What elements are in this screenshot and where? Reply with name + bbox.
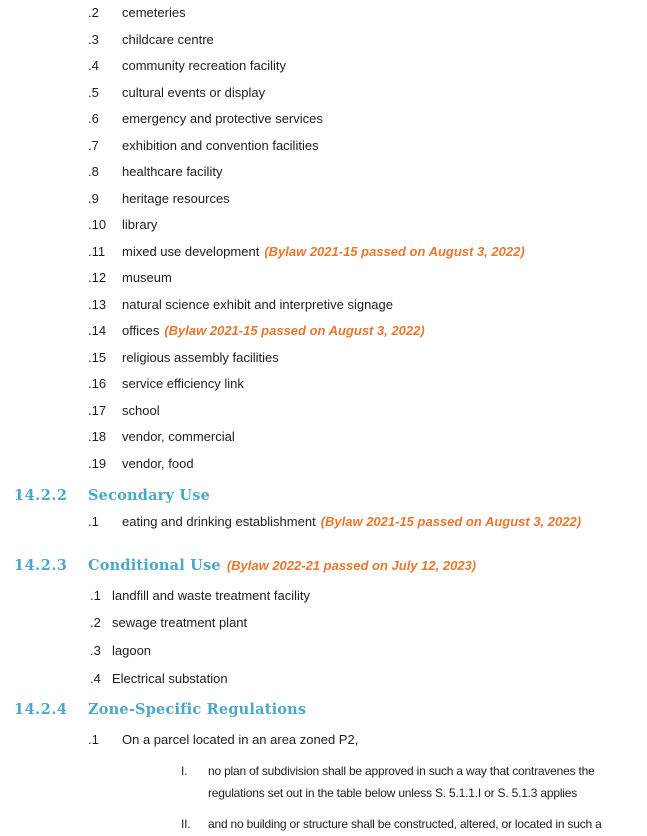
clause-text-line: regulations set out in the table below unless S. 5.1.1.I or S. 5.1.3 applies	[208, 785, 578, 800]
zone-regulation-item	[0, 731, 647, 749]
item-label: On a parcel located in an area zoned P2,	[122, 732, 359, 748]
item-label: sewage treatment plant	[112, 615, 248, 631]
item-number: .17	[88, 402, 107, 418]
list-item	[0, 163, 647, 190]
item-number: .6	[88, 111, 99, 126]
item-number: .1	[88, 732, 99, 748]
item-label: museum	[122, 270, 172, 285]
list-item	[0, 513, 647, 540]
item-number: .7	[88, 137, 99, 153]
sub-clause-I	[0, 761, 647, 804]
section-number: 14.2.2	[14, 487, 68, 504]
item-label: heritage resources	[122, 190, 230, 206]
section-number: 14.2.3	[14, 556, 68, 574]
list-item	[0, 296, 647, 323]
item-number: .19	[88, 455, 107, 471]
list-item	[0, 269, 647, 296]
item-label: childcare centre	[122, 31, 214, 47]
list-item	[0, 587, 647, 615]
list-item	[0, 428, 647, 455]
list-item	[0, 642, 647, 670]
item-number: .15	[88, 349, 107, 365]
item-label: Electrical substation	[112, 670, 228, 686]
item-number: .14	[88, 323, 107, 338]
item-number: .10	[88, 217, 107, 232]
list-item	[0, 614, 647, 642]
section-heading-zone-specific-regulations	[0, 701, 647, 719]
item-number: .4	[90, 670, 101, 686]
list-item	[0, 375, 647, 402]
item-label: offices	[122, 323, 160, 338]
item-number: .16	[88, 376, 107, 391]
item-label: mixed use development	[122, 243, 260, 259]
list-item	[0, 31, 647, 58]
item-number: .3	[88, 31, 99, 47]
list-item	[0, 402, 647, 429]
item-label: emergency and protective services	[122, 111, 323, 126]
item-number: .18	[88, 429, 107, 444]
item-label: exhibition and convention facilities	[122, 137, 319, 153]
item-label: vendor, commercial	[122, 429, 235, 444]
bylaw-annotation: (Bylaw 2021-15 passed on August 3, 2022)	[320, 514, 582, 529]
item-number: .1	[88, 514, 99, 529]
clause-number: II.	[181, 817, 191, 832]
clause-number: I.	[181, 764, 188, 779]
list-item	[0, 455, 647, 482]
conditional-use-list	[0, 587, 647, 698]
section-number: 14.2.4	[14, 701, 68, 719]
bylaw-annotation: (Bylaw 2021-15 passed on August 3, 2022)	[264, 243, 525, 259]
item-number: .11	[88, 243, 106, 259]
list-item	[0, 137, 647, 164]
list-item	[0, 216, 647, 243]
item-label: lagoon	[112, 642, 152, 658]
item-label: eating and drinking establishment	[122, 514, 316, 529]
item-number: .13	[88, 296, 107, 312]
secondary-use-list	[0, 513, 647, 540]
item-label: school	[122, 402, 160, 418]
item-number: .1	[90, 587, 101, 603]
list-item	[0, 349, 647, 376]
list-item	[0, 57, 647, 84]
clause-text-line: no plan of subdivision shall be approved in such a way that contravenes the	[208, 764, 595, 779]
item-label: service efficiency link	[122, 376, 244, 391]
item-label: cultural events or display	[122, 84, 266, 100]
section-title: Secondary Use	[88, 487, 211, 504]
section-title: Zone-Specific Regulations	[88, 701, 307, 719]
list-item	[0, 84, 647, 111]
section-heading-secondary-use	[0, 487, 647, 505]
item-number: .4	[88, 58, 99, 73]
item-label: vendor, food	[122, 455, 194, 471]
section-heading-conditional-use	[0, 557, 647, 575]
list-item	[0, 4, 647, 31]
item-label: natural science exhibit and interpretive signage	[122, 296, 394, 312]
item-number: .2	[90, 615, 101, 631]
bylaw-annotation: (Bylaw 2022-21 passed on July 12, 2023)	[226, 557, 477, 573]
sub-clause-II	[0, 814, 647, 836]
clause-text-line: and no building or structure shall be constructed, altered, or located in such a	[208, 817, 602, 832]
section-title: Conditional Use	[88, 556, 221, 574]
item-label: library	[122, 217, 158, 232]
list-item	[0, 670, 647, 698]
list-item	[0, 110, 647, 137]
item-number: .8	[88, 164, 99, 179]
bylaw-annotation: (Bylaw 2021-15 passed on August 3, 2022)	[164, 323, 425, 338]
clause-text	[208, 814, 602, 836]
item-label: cemeteries	[122, 5, 186, 20]
list-item	[0, 322, 647, 349]
item-number: .5	[88, 84, 99, 100]
item-label: community recreation facility	[122, 58, 286, 73]
item-number: .12	[88, 270, 107, 285]
clause-text	[208, 761, 595, 804]
item-number: .3	[90, 642, 101, 658]
item-label: healthcare facility	[122, 164, 223, 179]
list-item	[0, 190, 647, 217]
item-number: .2	[88, 5, 99, 20]
item-number: .9	[88, 190, 99, 206]
item-label: landfill and waste treatment facility	[112, 587, 310, 603]
list-item	[0, 243, 647, 270]
item-label: religious assembly facilities	[122, 349, 279, 365]
